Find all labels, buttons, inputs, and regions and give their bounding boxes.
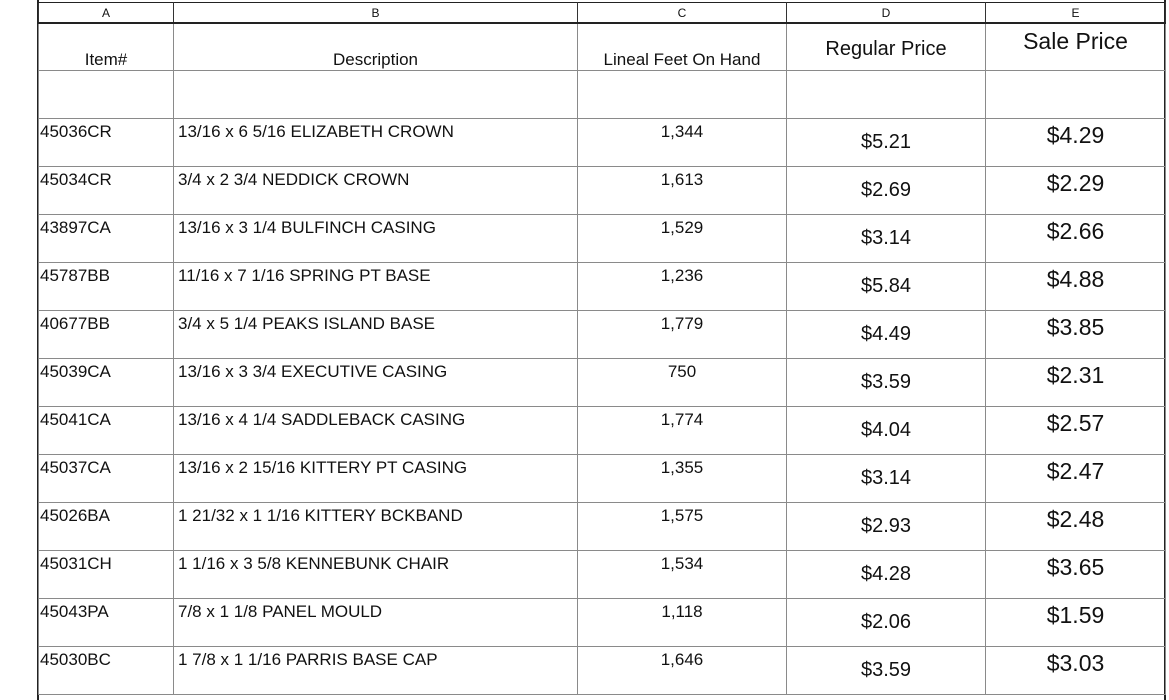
blank-cell[interactable] (986, 71, 1166, 119)
table-row (39, 599, 1166, 647)
sale-price-cell-value: $2.47 (1046, 458, 1105, 484)
description-cell-value: 13/16 x 4 1/4 SADDLEBACK CASING (178, 410, 466, 429)
lineal-feet-cell-value: 1,529 (660, 218, 704, 237)
regular-price-cell[interactable] (787, 503, 986, 551)
sale-price-cell[interactable] (986, 407, 1166, 455)
description-cell[interactable] (174, 311, 578, 359)
description-cell-value: 7/8 x 1 1/8 PANEL MOULD (178, 602, 383, 621)
blank-cell[interactable] (787, 71, 986, 119)
lineal-feet-cell[interactable] (578, 455, 787, 503)
regular-price-cell-value: $5.84 (860, 275, 912, 297)
sale-price-cell-value: $4.88 (1046, 266, 1105, 292)
lineal-feet-cell-value: 1,646 (660, 650, 704, 669)
sale-price-cell[interactable] (986, 311, 1166, 359)
column-header-b[interactable]: B (174, 3, 578, 24)
sale-price-cell-value: $2.57 (1046, 410, 1105, 436)
sale-price-cell-value: $3.03 (1046, 650, 1105, 676)
sale-price-cell[interactable] (986, 647, 1166, 695)
lineal-feet-cell[interactable] (578, 263, 787, 311)
lineal-feet-cell-value: 1,613 (660, 170, 704, 189)
item-cell-value: 45030BC (40, 650, 111, 669)
table-row (39, 167, 1166, 215)
price-table (38, 2, 1166, 695)
header-cell-regular[interactable] (787, 23, 986, 71)
description-cell[interactable] (174, 503, 578, 551)
item-cell-value: 45031CH (40, 554, 112, 573)
sale-price-cell-value: $3.65 (1046, 554, 1105, 580)
regular-price-cell-value: $3.14 (860, 227, 912, 249)
sale-price-cell[interactable] (986, 167, 1166, 215)
regular-price-cell-value: $3.59 (860, 659, 912, 681)
description-cell-value: 13/16 x 6 5/16 ELIZABETH CROWN (178, 122, 454, 141)
lineal-feet-cell[interactable] (578, 599, 787, 647)
lineal-feet-cell-value: 1,575 (660, 506, 704, 525)
sale-price-cell[interactable] (986, 599, 1166, 647)
sale-price-cell-value: $2.31 (1046, 362, 1105, 388)
lineal-feet-cell-value: 1,344 (660, 122, 704, 141)
sale-price-cell-value: $2.29 (1046, 170, 1105, 196)
sale-price-cell-value: $3.85 (1046, 314, 1105, 340)
lineal-feet-cell[interactable] (578, 215, 787, 263)
column-header-e[interactable]: E (986, 3, 1166, 24)
item-cell-value: 45036CR (40, 122, 112, 141)
item-cell[interactable] (39, 215, 174, 263)
sale-price-cell[interactable] (986, 119, 1166, 167)
header-description-label: Description (332, 50, 419, 69)
regular-price-cell-value: $4.49 (860, 323, 912, 345)
description-cell-value: 1 21/32 x 1 1/16 KITTERY BCKBAND (178, 506, 463, 525)
description-cell-value: 3/4 x 2 3/4 NEDDICK CROWN (178, 170, 410, 189)
lineal-feet-cell-value: 1,355 (660, 458, 704, 477)
description-cell[interactable] (174, 215, 578, 263)
description-cell[interactable] (174, 167, 578, 215)
header-cell-item[interactable] (39, 23, 174, 71)
lineal-feet-cell-value: 1,774 (660, 410, 704, 429)
item-cell-value: 43897CA (40, 218, 111, 237)
sale-price-cell-value: $1.59 (1046, 602, 1105, 628)
description-cell-value: 3/4 x 5 1/4 PEAKS ISLAND BASE (178, 314, 436, 333)
item-cell-value: 45041CA (40, 410, 111, 429)
description-cell[interactable] (174, 551, 578, 599)
regular-price-cell-value: $5.21 (860, 131, 912, 153)
regular-price-cell-value: $2.93 (860, 515, 912, 537)
item-cell[interactable] (39, 551, 174, 599)
regular-price-cell[interactable] (787, 263, 986, 311)
header-cell-description[interactable] (174, 23, 578, 71)
regular-price-cell[interactable] (787, 311, 986, 359)
item-cell-value: 45034CR (40, 170, 112, 189)
lineal-feet-cell-value: 1,779 (660, 314, 704, 333)
blank-cell[interactable] (174, 71, 578, 119)
item-cell[interactable] (39, 167, 174, 215)
regular-price-cell[interactable] (787, 647, 986, 695)
description-cell-value: 13/16 x 3 3/4 EXECUTIVE CASING (178, 362, 448, 381)
description-cell[interactable] (174, 263, 578, 311)
lineal-feet-cell-value: 750 (667, 362, 697, 381)
description-cell-value: 1 1/16 x 3 5/8 KENNEBUNK CHAIR (178, 554, 450, 573)
lineal-feet-cell[interactable] (578, 359, 787, 407)
item-cell-value: 45787BB (40, 266, 110, 285)
table-row (39, 647, 1166, 695)
description-cell-value: 1 7/8 x 1 1/16 PARRIS BASE CAP (178, 650, 438, 669)
column-header-c[interactable]: C (578, 3, 787, 24)
header-cell-lineal[interactable] (578, 23, 787, 71)
table-row (39, 263, 1166, 311)
lineal-feet-cell[interactable] (578, 503, 787, 551)
header-regular-label: Regular Price (825, 38, 947, 60)
regular-price-cell-value: $3.59 (860, 371, 912, 393)
regular-price-cell-value: $2.06 (860, 611, 912, 633)
item-cell[interactable] (39, 503, 174, 551)
sale-price-cell-value: $4.29 (1046, 122, 1105, 148)
regular-price-cell[interactable] (787, 167, 986, 215)
item-cell-value: 45043PA (40, 602, 109, 621)
description-cell[interactable] (174, 455, 578, 503)
item-cell[interactable] (39, 359, 174, 407)
item-cell[interactable] (39, 647, 174, 695)
description-cell[interactable] (174, 359, 578, 407)
column-header-d[interactable]: D (787, 3, 986, 24)
item-cell-value: 45039CA (40, 362, 111, 381)
item-cell-value: 40677BB (40, 314, 110, 333)
header-row (39, 23, 1166, 71)
column-letter-row (39, 3, 1166, 24)
regular-price-cell[interactable] (787, 215, 986, 263)
item-cell-value: 45037CA (40, 458, 111, 477)
header-sale-label: Sale Price (1023, 28, 1128, 54)
lineal-feet-cell[interactable] (578, 119, 787, 167)
lineal-feet-cell[interactable] (578, 647, 787, 695)
header-lineal-label: Lineal Feet On Hand (603, 50, 761, 69)
sale-price-cell[interactable] (986, 359, 1166, 407)
item-cell[interactable] (39, 263, 174, 311)
sale-price-cell[interactable] (986, 503, 1166, 551)
regular-price-cell-value: $4.04 (860, 419, 912, 441)
regular-price-cell[interactable] (787, 407, 986, 455)
blank-cell[interactable] (578, 71, 787, 119)
sale-price-cell-value: $2.66 (1046, 218, 1105, 244)
lineal-feet-cell[interactable] (578, 551, 787, 599)
sale-price-cell[interactable] (986, 263, 1166, 311)
regular-price-cell-value: $4.28 (860, 563, 912, 585)
regular-price-cell[interactable] (787, 455, 986, 503)
item-cell[interactable] (39, 311, 174, 359)
blank-cell[interactable] (39, 71, 174, 119)
item-cell[interactable] (39, 599, 174, 647)
description-cell[interactable] (174, 119, 578, 167)
regular-price-cell[interactable] (787, 599, 986, 647)
table-row (39, 407, 1166, 455)
regular-price-cell[interactable] (787, 119, 986, 167)
sale-price-cell[interactable] (986, 551, 1166, 599)
blank-row (39, 71, 1166, 119)
header-item-label: Item# (84, 50, 128, 69)
lineal-feet-cell[interactable] (578, 167, 787, 215)
description-cell-value: 13/16 x 2 15/16 KITTERY PT CASING (178, 458, 468, 477)
item-cell[interactable] (39, 119, 174, 167)
header-cell-sale[interactable] (986, 23, 1166, 71)
item-cell[interactable] (39, 407, 174, 455)
table-row (39, 455, 1166, 503)
sale-price-cell[interactable] (986, 215, 1166, 263)
description-cell[interactable] (174, 407, 578, 455)
table-row (39, 503, 1166, 551)
table-row (39, 311, 1166, 359)
item-cell-value: 45026BA (40, 506, 110, 525)
item-cell[interactable] (39, 455, 174, 503)
regular-price-cell[interactable] (787, 359, 986, 407)
lineal-feet-cell-value: 1,118 (661, 602, 703, 621)
sale-price-cell-value: $2.48 (1046, 506, 1105, 532)
sale-price-cell[interactable] (986, 455, 1166, 503)
lineal-feet-cell[interactable] (578, 311, 787, 359)
table-row (39, 359, 1166, 407)
column-header-a[interactable]: A (39, 3, 174, 24)
description-cell-value: 13/16 x 3 1/4 BULFINCH CASING (178, 218, 436, 237)
regular-price-cell-value: $2.69 (860, 179, 912, 201)
description-cell-value: 11/16 x 7 1/16 SPRING PT BASE (178, 266, 431, 285)
lineal-feet-cell-value: 1,534 (660, 554, 704, 573)
description-cell[interactable] (174, 647, 578, 695)
regular-price-cell[interactable] (787, 551, 986, 599)
table-row (39, 551, 1166, 599)
lineal-feet-cell-value: 1,236 (660, 266, 704, 285)
description-cell[interactable] (174, 599, 578, 647)
lineal-feet-cell[interactable] (578, 407, 787, 455)
regular-price-cell-value: $3.14 (860, 467, 912, 489)
table-row (39, 119, 1166, 167)
table-row (39, 215, 1166, 263)
